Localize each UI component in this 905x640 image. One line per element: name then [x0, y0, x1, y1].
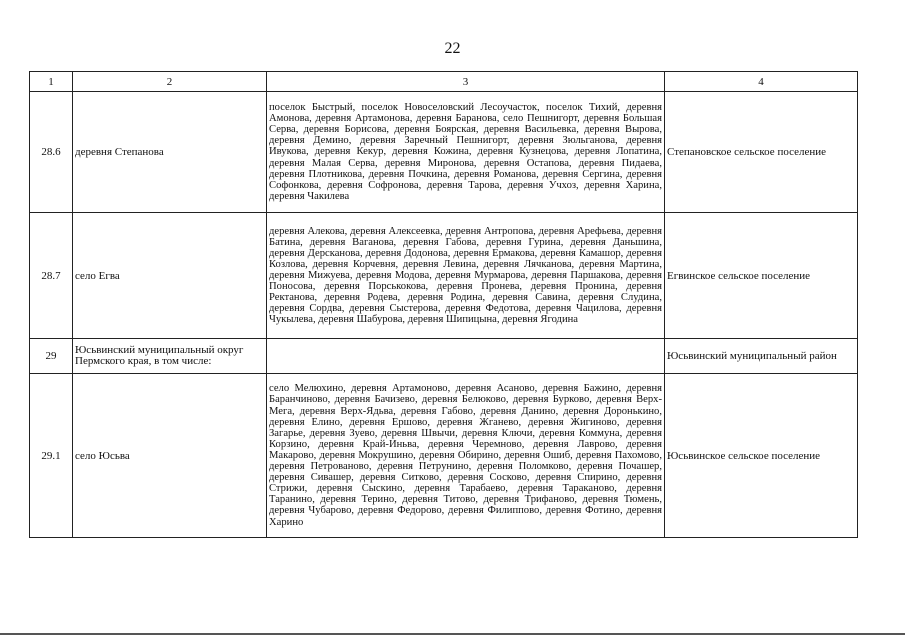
settlement-list: деревня Алекова, деревня Алексеевка, деревня Антропова, деревня Арефьева, деревня Батина, деревня Ваганова, деревня Габова, деревня Гурина, деревня Даньшина, деревня Дерсканова, деревня Додонова, деревня Ермакова, деревня Камашор, деревня Козлова, деревня Корчевня, деревня Левина, деревня Лячканова, деревня Мартина, деревня Мижуева, деревня Модова, деревня Мурмарова, деревня Паршакова, деревня Поносова, деревня Порськокова, деревня Пронева, деревня Пронина, деревня Ректанова, деревня Родева, деревня Родина, деревня Савина, деревня Слудина, деревня Сордва, деревня Сыстерова, деревня Федотова, деревня Чацилова, деревня Чукылева, деревня Шабурова, деревня Шипицына, деревня Ягодина: [267, 213, 665, 339]
municipal-unit: Юсьвинский муниципальный район: [665, 339, 858, 374]
column-header: 2: [73, 72, 267, 92]
municipal-unit: Юсьвинское сельское поселение: [665, 374, 858, 538]
row-number: 29: [30, 339, 73, 374]
table-header-row: [30, 72, 858, 92]
admin-center: Юсьвинский муниципальный округ Пермского края, в том числе:: [73, 339, 267, 374]
column-header: 1: [30, 72, 73, 92]
column-header: 4: [665, 72, 858, 92]
scan-edge-line: [0, 633, 905, 635]
table-row: [30, 339, 858, 374]
admin-center: село Егва: [73, 213, 267, 339]
settlement-list: поселок Быстрый, поселок Новоселовский Лесоучасток, поселок Тихий, деревня Амонова, деревня Артамонова, деревня Баранова, село Пешнигорт, деревня Большая Серва, деревня Борисова, деревня Боярская, деревня Васильевка, деревня Вырова, деревня Демино, деревня Заречный Пешнигорт, деревня Зюльганова, деревня Ивукова, деревня Кекур, деревня Кожина, деревня Кузнецова, деревня Лопатина, деревня Малая Серва, деревня Миронова, деревня Остапова, деревня Пидаева, деревня Плотникова, деревня Почкина, деревня Романова, деревня Сергина, деревня Софонкова, деревня Софронова, деревня Тарова, деревня Учхоз, деревня Харина, деревня Чакилева: [267, 92, 665, 213]
table-row: [30, 92, 858, 213]
admin-center: деревня Степанова: [73, 92, 267, 213]
table-row: [30, 374, 858, 538]
settlement-list: село Мелюхино, деревня Артамоново, деревня Асаново, деревня Бажино, деревня Баранчиново, деревня Бачизево, деревня Белюково, деревня Бурково, деревня Верх-Мега, деревня Верх-Ядьва, деревня Габово, деревня Данино, деревня Доронькино, деревня Елино, деревня Ершово, деревня Жганево, деревня Жигиново, деревня Загарье, деревня Зуево, деревня Швычи, деревня Ключи, деревня Коммуна, деревня Корзино, деревня Край-Иньва, деревня Черемново, деревня Лаврово, деревня Макарово, деревня Мокрушино, деревня Обирино, деревня Ошиб, деревня Пахомово, деревня Петрованово, деревня Петрунино, деревня Поломково, деревня Почашер, деревня Сивашер, деревня Ситково, деревня Сосково, деревня Спирино, деревня Стрижи, деревня Сыскино, деревня Тарабаево, деревня Тараканово, деревня Таранино, деревня Терино, деревня Титово, деревня Трифаново, деревня Тюмень, деревня Чубарово, деревня Федорово, деревня Филиппово, деревня Фотино, деревня Харино: [267, 374, 665, 538]
settlement-list: [267, 339, 665, 374]
municipal-unit: Степановское сельское поселение: [665, 92, 858, 213]
table-row: [30, 213, 858, 339]
admin-center: село Юсьва: [73, 374, 267, 538]
row-number: 29.1: [30, 374, 73, 538]
row-number: 28.6: [30, 92, 73, 213]
municipal-unit: Егвинское сельское поселение: [665, 213, 858, 339]
row-number: 28.7: [30, 213, 73, 339]
settlements-table: [29, 71, 858, 538]
page-number: 22: [444, 40, 461, 57]
column-header: 3: [267, 72, 665, 92]
